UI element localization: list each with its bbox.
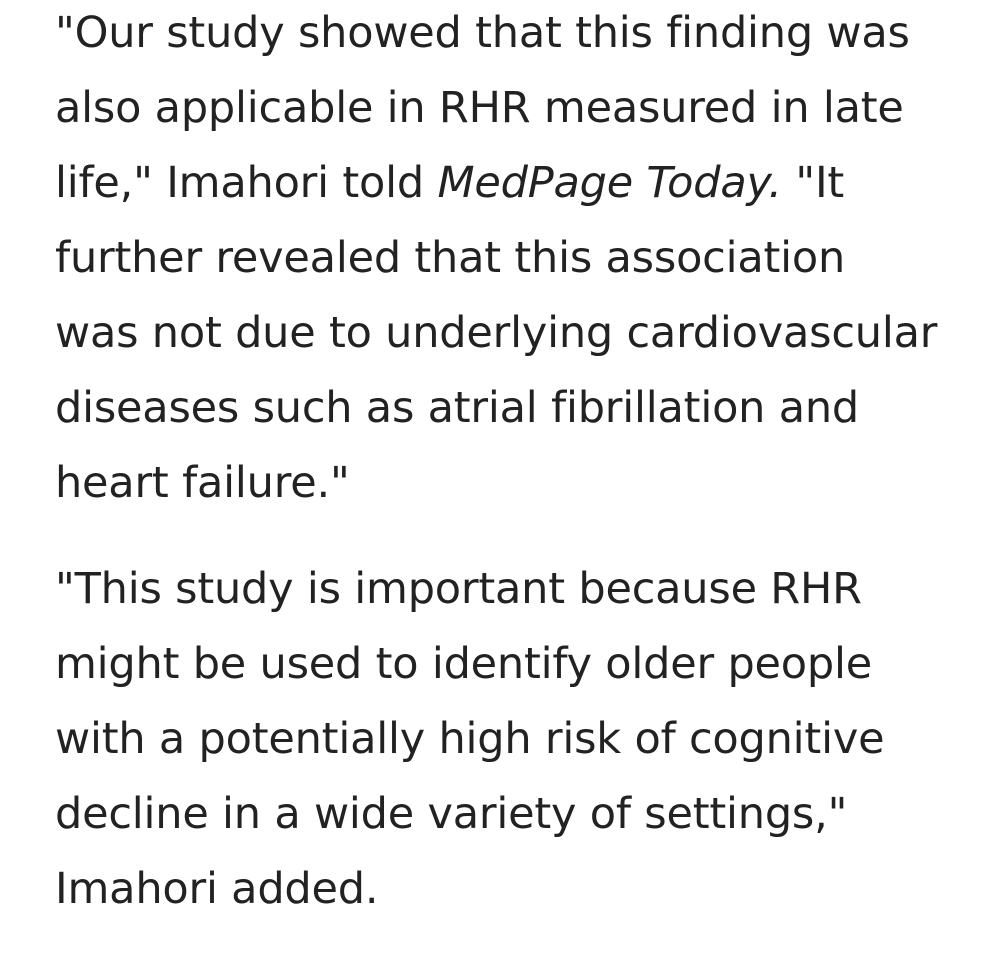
text-line: with a potentially high risk of cognitive [55,714,885,764]
text-line: diseases such as atrial fibrillation and [55,383,860,433]
text-line: "Our study showed that this finding was [55,8,910,58]
text-line: heart failure." [55,458,350,508]
text-line: Imahori added. [55,864,379,914]
text-line: decline in a wide variety of settings," [55,789,848,839]
text-line [55,146,975,221]
text-line: might be used to identify older people [55,639,873,689]
text-line: was not due to underlying cardiovascular [55,308,938,358]
quote-paragraph [55,552,975,927]
text-line: also applicable in RHR measured in late [55,83,904,133]
text-segment: "It [781,158,845,208]
quote-paragraph [55,0,975,521]
publication-name: MedPage Today. [437,158,782,208]
text-segment: life," Imahori told [55,158,438,208]
text-line: further revealed that this association [55,233,846,283]
article-body [55,0,975,927]
text-line: "This study is important because RHR [55,564,862,614]
